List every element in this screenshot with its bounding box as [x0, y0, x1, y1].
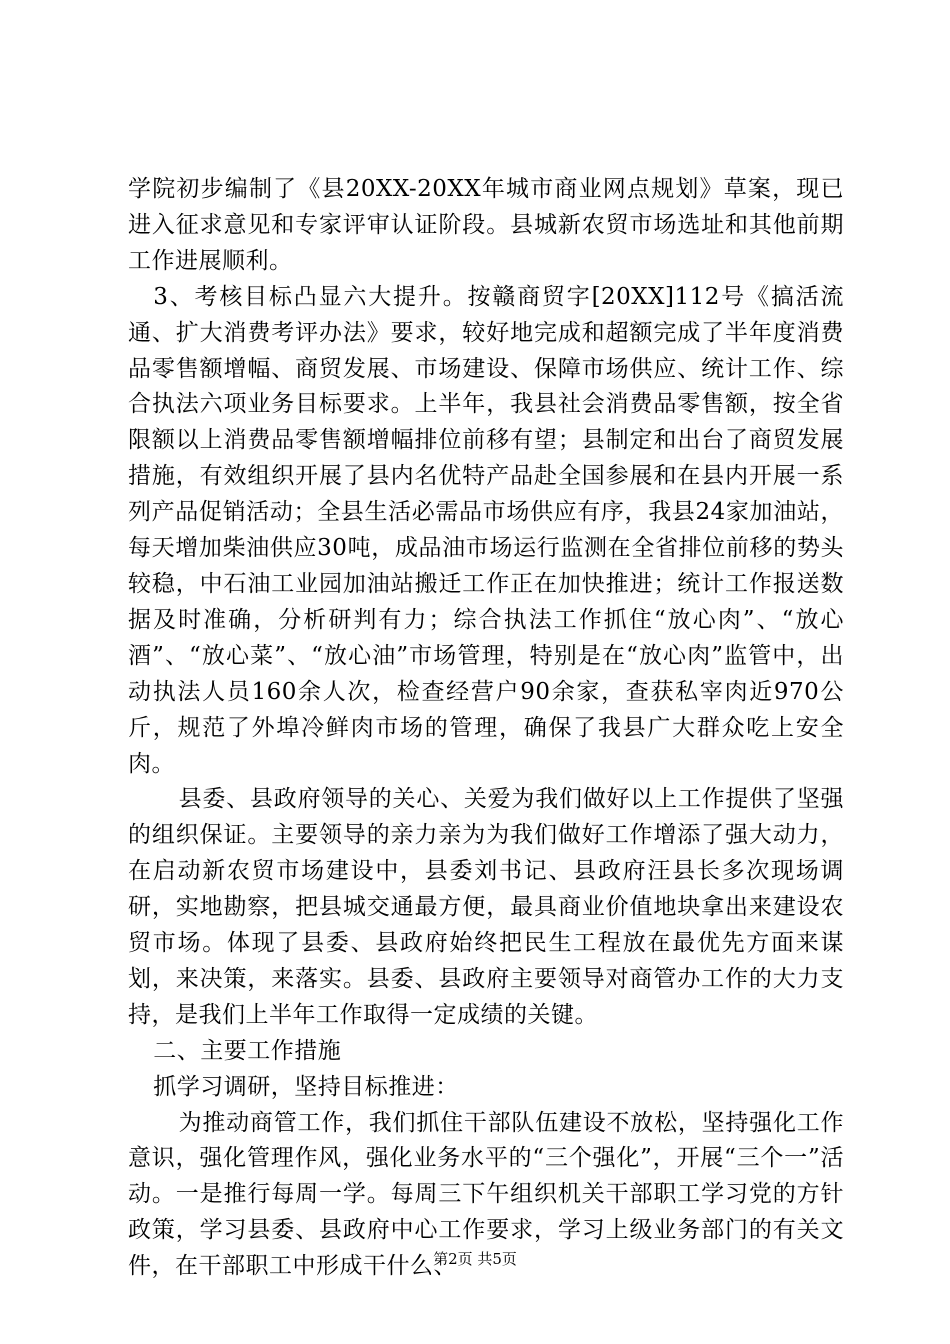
paragraph-continuation: 学院初步编制了《县20XX-20XX年城市商业网点规划》草案，现已进入征求意见和专家评审认证阶段。县城新农贸市场选址和其他前期工作进展顺利。: [128, 176, 844, 274]
paragraph-assessment-targets: 3、考核目标凸显六大提升。按赣商贸字[20XX]112号《搞活流通、扩大消费考评办法》要求，较好地完成和超额完成了半年度消费品零售额增幅、商贸发展、市场建设、保障市场供应、统计工作、综合执法六项业务目标要求。上半年，我县社会消费品零售额，按全省限额以上消费品零售额增幅排位前移有望；县制定和出台了商贸发展措施，有效组织开展了县内名优特产品赴全国参展和在县内开展一系列产品促销活动；全县生活必需品市场供应有序，我县24家加油站，每天增加柴油供应30吨，成品油市场运行监测在全省排位前移的势头较稳，中石油工业园加油站搬迁工作正在加快推进；统计工作报送数据及时准确，分析研判有力；综合执法工作抓住“放心肉”、“放心酒”、“放心菜”、“放心油”市场管理，特别是在“放心肉”监管中，出动执法人员160余人次，检查经营户90余家，查获私宰肉近970公斤，规范了外埠冷鲜肉市场的管理，确保了我县广大群众吃上安全肉。: [128, 283, 844, 777]
document-body: [128, 172, 844, 1285]
section-heading-main-measures: 二、主要工作措施: [153, 1037, 342, 1064]
paragraph-team-building: 为推动商管工作，我们抓住干部队伍建设不放松，坚持强化工作意识，强化管理作风，强化业务水平的“三个强化”，开展“三个一”活动。一是推行每周一学。每周三下午组织机关干部职工学习党的方针政策，学习县委、县政府中心工作要求，学习上级业务部门的有关文件，在干部职工中形成干什么、: [128, 1109, 844, 1280]
paragraph-leadership-support: 县委、县政府领导的关心、关爱为我们做好以上工作提供了坚强的组织保证。主要领导的亲力亲为为我们做好工作增添了强大动力，在启动新农贸市场建设中，县委刘书记、县政府汪县长多次现场调研，实地勘察，把县城交通最方便，最具商业价值地块拿出来建设农贸市场。体现了县委、县政府始终把民生工程放在最优先方面来谋划，来决策，来落实。县委、县政府主要领导对商管办工作的大力支持，是我们上半年工作取得一定成绩的关键。: [128, 786, 844, 1028]
subheading-study-research: 抓学习调研，坚持目标推进：: [153, 1073, 459, 1100]
page-number-footer: 第2页 共5页: [433, 1250, 517, 1268]
